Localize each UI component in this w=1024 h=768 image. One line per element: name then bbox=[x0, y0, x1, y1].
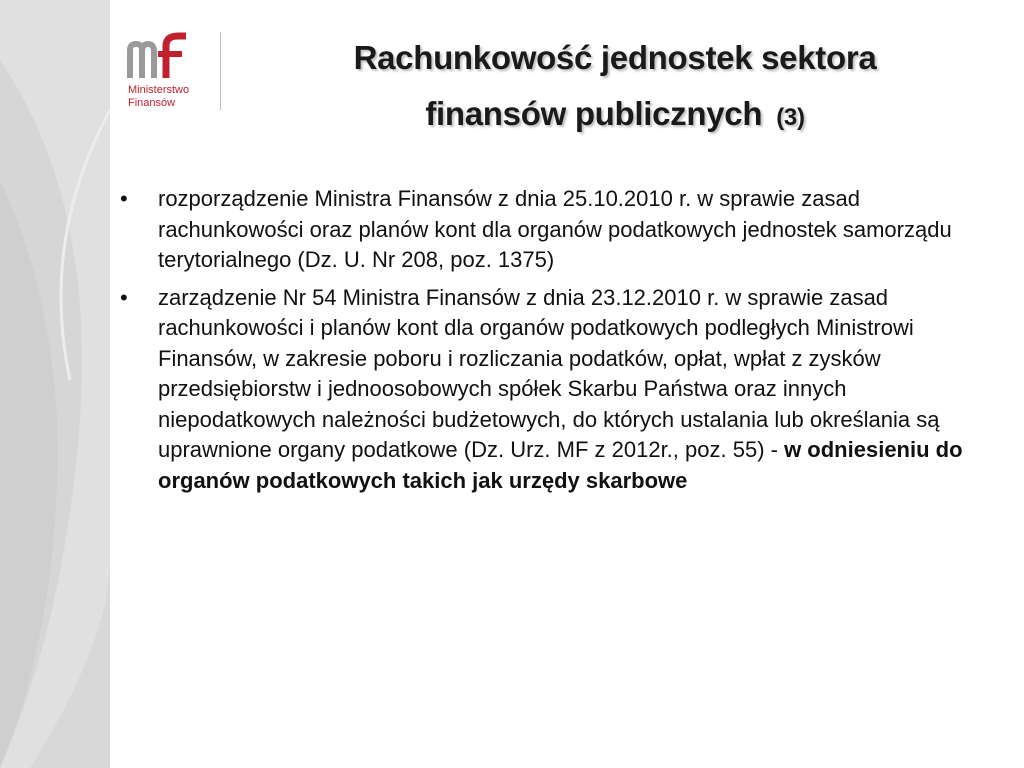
bullet-text: zarządzenie Nr 54 Ministra Finansów z dnia 23.12.2010 r. w sprawie zasad rachunkowości i planów kont dla organów podatkowych podległych Ministrowi Finansów, w zakresie poboru i rozliczania podatków, opłat, wpłat z zysków przedsiębiorstw i jednoosobowych spółek Skarbu Państwa oraz innych niepodatkowych należności budżetowych, do których ustalania lub określania są uprawnione organy podatkowe (Dz. Urz. MF z 2012r., poz. 55) - bbox=[158, 284, 940, 462]
title-line-2-text: finansów publicznych bbox=[425, 95, 763, 132]
logo-line-1: Ministerstwo bbox=[128, 84, 190, 96]
logo-line-2: Finansów bbox=[128, 97, 176, 109]
bullet-list bbox=[118, 184, 978, 496]
bullet-dot: • bbox=[120, 284, 128, 310]
title-line-1: Rachunkowość jednostek sektora bbox=[353, 39, 877, 76]
slide-title bbox=[240, 30, 990, 146]
mf-logo-icon bbox=[126, 32, 192, 80]
sidebar-arcs bbox=[0, 0, 110, 768]
slide-body bbox=[118, 184, 978, 503]
logo-divider bbox=[220, 32, 221, 110]
bullet-bold-text: w odniesieniu do organów podatkowych takich jak urzędy skarbowe bbox=[158, 437, 963, 493]
bullet-text: rozporządzenie Ministra Finansów z dnia 25.10.2010 r. w sprawie zasad rachunkowości oraz planów kont dla organów podatkowych jednostek samorządu terytorialnego (Dz. U. Nr 208, poz. 1375) bbox=[158, 186, 952, 272]
title-number: (3) bbox=[776, 104, 805, 131]
bullet-dot: • bbox=[120, 186, 128, 211]
bullet-item bbox=[118, 283, 978, 497]
title-line-2 bbox=[240, 86, 990, 146]
bullet-item bbox=[118, 184, 978, 276]
logo-wordmark bbox=[128, 84, 189, 110]
decorative-sidebar bbox=[0, 0, 110, 768]
